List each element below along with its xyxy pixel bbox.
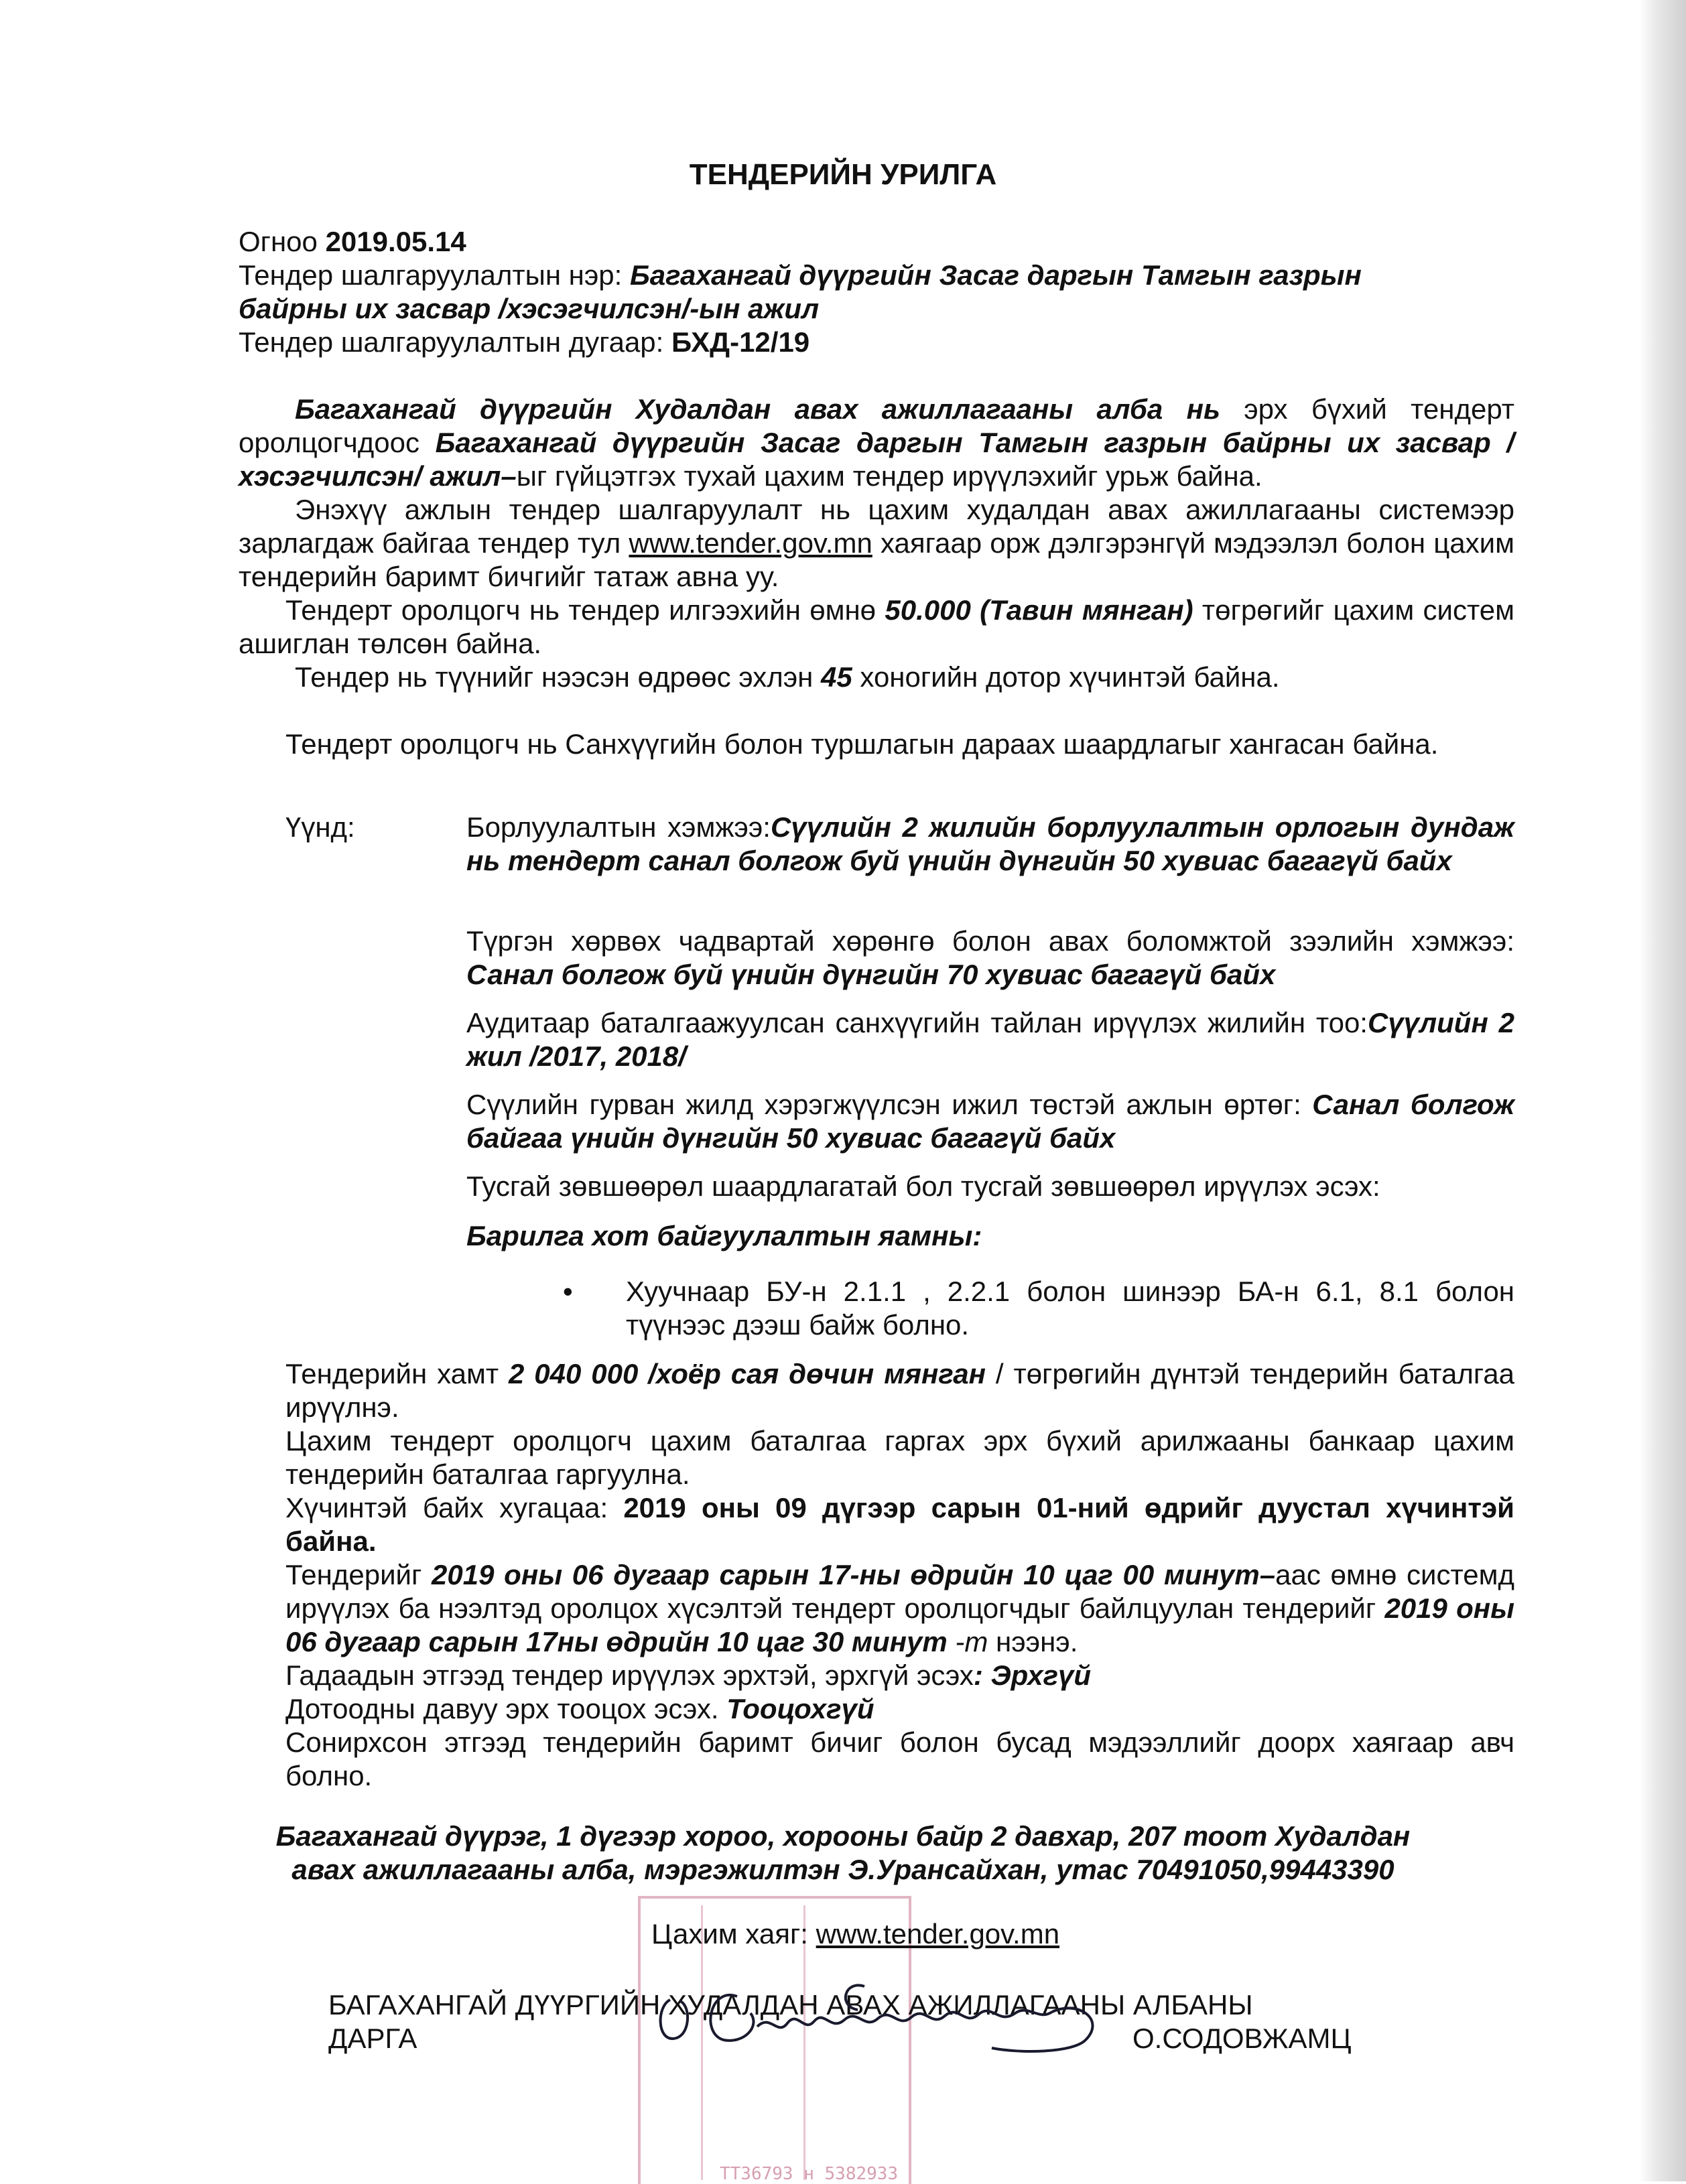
paragraph-domestic <box>285 1692 874 1726</box>
validity-days: 45 <box>821 661 852 693</box>
deadline-text-3: нээнэ. <box>988 1626 1078 1657</box>
p1-text-1: эрх бүхий тендерт оролцогчдоос <box>239 393 1515 458</box>
paragraph-foreign <box>285 1659 1091 1692</box>
web-label: Цахим хаяг: <box>651 1918 816 1950</box>
paragraph-validity-period <box>285 1491 1514 1558</box>
address-line-2: авах ажиллагааны алба, мэргэжилтэн Э.Урансайхан, утас 70491050,99443390 <box>291 1854 1395 1885</box>
req1-text: Борлуулалтын хэмжээ: <box>466 811 771 843</box>
p3-text-2: төгрөгийг цахим систем ашиглан төлсөн байна. <box>239 594 1514 659</box>
fee-amount: 50.000 (Тавин мянган) <box>885 594 1193 626</box>
paragraph-bank: Цахим тендерт оролцогч цахим баталгаа гаргах эрх бүхий арилжааны банкаар цахим тендерийн баталгаа гаргуулна. <box>285 1425 1514 1490</box>
date-line <box>239 225 466 259</box>
date-label: Огноо <box>239 226 318 257</box>
paragraph-validity-days <box>295 661 1280 694</box>
req4-bold: Санал болгож байгаа үнийн дүнгийн 50 хувиас багагүй байх <box>466 1089 1515 1154</box>
signer-name: О.СОДОВЖАМЦ <box>1132 2023 1352 2054</box>
tender-name-value-1: Багахангай дүүргийн Засаг даргын Тамгын газрын <box>630 259 1362 291</box>
document-title: ТЕНДЕРИЙН УРИЛГА <box>689 158 997 191</box>
guarantee-text-1: Тендерийн хамт <box>285 1358 509 1389</box>
paragraph-electronic <box>239 493 1514 594</box>
paragraph-deadline <box>285 1558 1514 1659</box>
foreign-answer: : Эрхгүй <box>973 1659 1092 1691</box>
signer-title-line-1: БАГАХАНГАЙ ДҮҮРГИЙН ХУДАЛДАН АВАХ АЖИЛЛАГААНЫ АЛБАНЫ <box>328 1989 1253 2021</box>
p4-text-1: Тендер нь түүнийг нээсэн өдрөөс эхлэн <box>295 661 822 693</box>
paragraph-guarantee <box>285 1357 1514 1424</box>
validity-text: Хүчинтэй байх хугацаа: <box>285 1492 624 1523</box>
p2-text-1: Энэхүү ажлын тендер шалгаруулалт нь цахим худалдан авах ажиллагааны системээр зарлагдаж байгаа тендер тул <box>239 494 1514 559</box>
tender-name-value-2: байрны их засвар /хэсэгчилсэн/-ын ажил <box>239 293 820 324</box>
bullet-point: • <box>563 1276 573 1307</box>
tender-number-value: БХД-12/19 <box>671 326 810 358</box>
paragraph-fee <box>239 594 1514 661</box>
date-value: 2019.05.14 <box>325 226 466 257</box>
deadline-submission: 2019 оны 06 дугаар сарын 17-ны өдрийн 10 цаг 00 минут– <box>432 1559 1276 1590</box>
handwritten-signature <box>643 1960 1126 2060</box>
foreign-text: Гадаадын этгээд тендер ирүүлэх эрхтэй, эрхгүй эсэх <box>285 1659 974 1691</box>
stamp-number: ТТ36793 н 5382933 <box>720 2164 899 2184</box>
req4-text: Сүүлийн гурван жилд хэрэгжүүлсэн ижил төстэй ажлын өртөг: <box>466 1089 1313 1120</box>
validity-bold: 2019 оны 09 дүгээр сарын 01-ний өдрийг дуустал хүчинтэй байна. <box>285 1492 1514 1557</box>
address-line-1: Багахангай дүүрэг, 1 дүгээр хороо, хорооны байр 2 давхар, 207 тоот Худалдан <box>275 1820 1411 1852</box>
req2-bold: Санал болгож буй үнийн дүнгийн 70 хувиас багагүй байх <box>466 959 1276 990</box>
web-link[interactable]: www.tender.gov.mn <box>816 1918 1060 1950</box>
requirement-license: Тусгай зөвшөөрөл шаардлагатай бол тусгай зөвшөөрөл ирүүлэх эсэх: <box>466 1170 1380 1202</box>
deadline-opening: 2019 оны 06 дугаар сарын 17ны өдрийн 10 цаг 30 минут <box>285 1592 1514 1657</box>
signer-title-line-2: ДАРГА <box>328 2023 417 2054</box>
paragraph-invitation <box>239 393 1514 493</box>
domestic-answer: Тооцохгүй <box>726 1693 874 1724</box>
deadline-text-2: аас өмнө системд ирүүлэх ба нээлтэд оролцох хүсэлтэй тендерт оролцогчдыг байлцуулан тендерийг <box>285 1559 1515 1624</box>
web-address-line <box>651 1917 1059 1951</box>
p2-text-2: хаягаар орж дэлгэрэнгүй мэдээлэл болон цахим тендерийн баримт бичгийг татаж авна уу. <box>239 527 1514 592</box>
procurement-office: Багахангай дүүргийн Худалдан авах ажиллагааны алба нь <box>295 393 1220 425</box>
tender-name-line <box>239 259 1362 292</box>
requirement-liquid-assets <box>466 925 1514 992</box>
p1-text-2: ыг гүйцэтгэх тухай цахим тендер ирүүлэхийг урьж байна. <box>516 460 1262 492</box>
req3-bold: Сүүлийн 2 жил /2017, 2018/ <box>466 1007 1514 1072</box>
p3-text-1: Тендерт оролцогч нь тендер илгээхийн өмнө <box>285 594 885 626</box>
paragraph-interested: Сонирхсон этгээд тендерийн баримт бичиг болон бусад мэдээллийг доорх хаягаар авч болно. <box>285 1726 1514 1791</box>
requirement-ministry: Барилга хот байгуулалтын яамны: <box>466 1220 982 1251</box>
work-name: Багахангай дүүргийн Засаг даргын Тамгын газрын байрны их засвар /хэсэгчилсэн/ ажил– <box>239 427 1514 492</box>
bullet-license-text: Хуучнаар БУ-н 2.1.1 , 2.2.1 болон шинээр БА-н 6.1, 8.1 болон түүнээс дээш байж болно. <box>626 1276 1514 1341</box>
tender-name-label: Тендер шалгаруулалтын нэр: <box>239 259 623 291</box>
requirements-label: Үүнд: <box>285 811 355 843</box>
guarantee-text-2: / төгрөгийн дүнтэй тендерийн баталгаа ирүүлнэ. <box>285 1358 1515 1423</box>
requirement-audit <box>466 1006 1514 1073</box>
tender-number-label: Тендер шалгаруулалтын дугаар: <box>239 326 664 358</box>
tender-website-link[interactable]: www.tender.gov.mn <box>629 527 872 559</box>
req1-bold: Сүүлийн 2 жилийн борлуулалтын орлогын дундаж нь тендерт санал болгож буй үнийн дүнгийн 50 хувиас багагүй байх <box>466 811 1514 876</box>
paragraph-requirements-intro: Тендерт оролцогч нь Санхүүгийн болон туршлагын дараах шаардлагыг хангасан байна. <box>285 728 1439 760</box>
guarantee-amount: 2 040 000 /хоёр сая дөчин мянган <box>509 1358 986 1389</box>
domestic-text: Дотоодны давуу эрх тооцох эсэх. <box>285 1693 727 1724</box>
req2-text: Түргэн хөрвөх чадвартай хөрөнгө болон авах боломжтой зээлийн хэмжээ: <box>466 925 1514 957</box>
req3-text: Аудитаар баталгаажуулсан санхүүгийн тайлан ирүүлэх жилийн тоо: <box>466 1007 1368 1038</box>
deadline-suffix: -т <box>947 1626 988 1657</box>
tender-number-line <box>239 326 809 359</box>
requirement-similar-work <box>466 1088 1514 1155</box>
deadline-text-1: Тендерийг <box>285 1559 432 1590</box>
requirement-sales <box>466 811 1514 878</box>
p4-text-2: хоногийн дотор хүчинтэй байна. <box>852 661 1280 693</box>
